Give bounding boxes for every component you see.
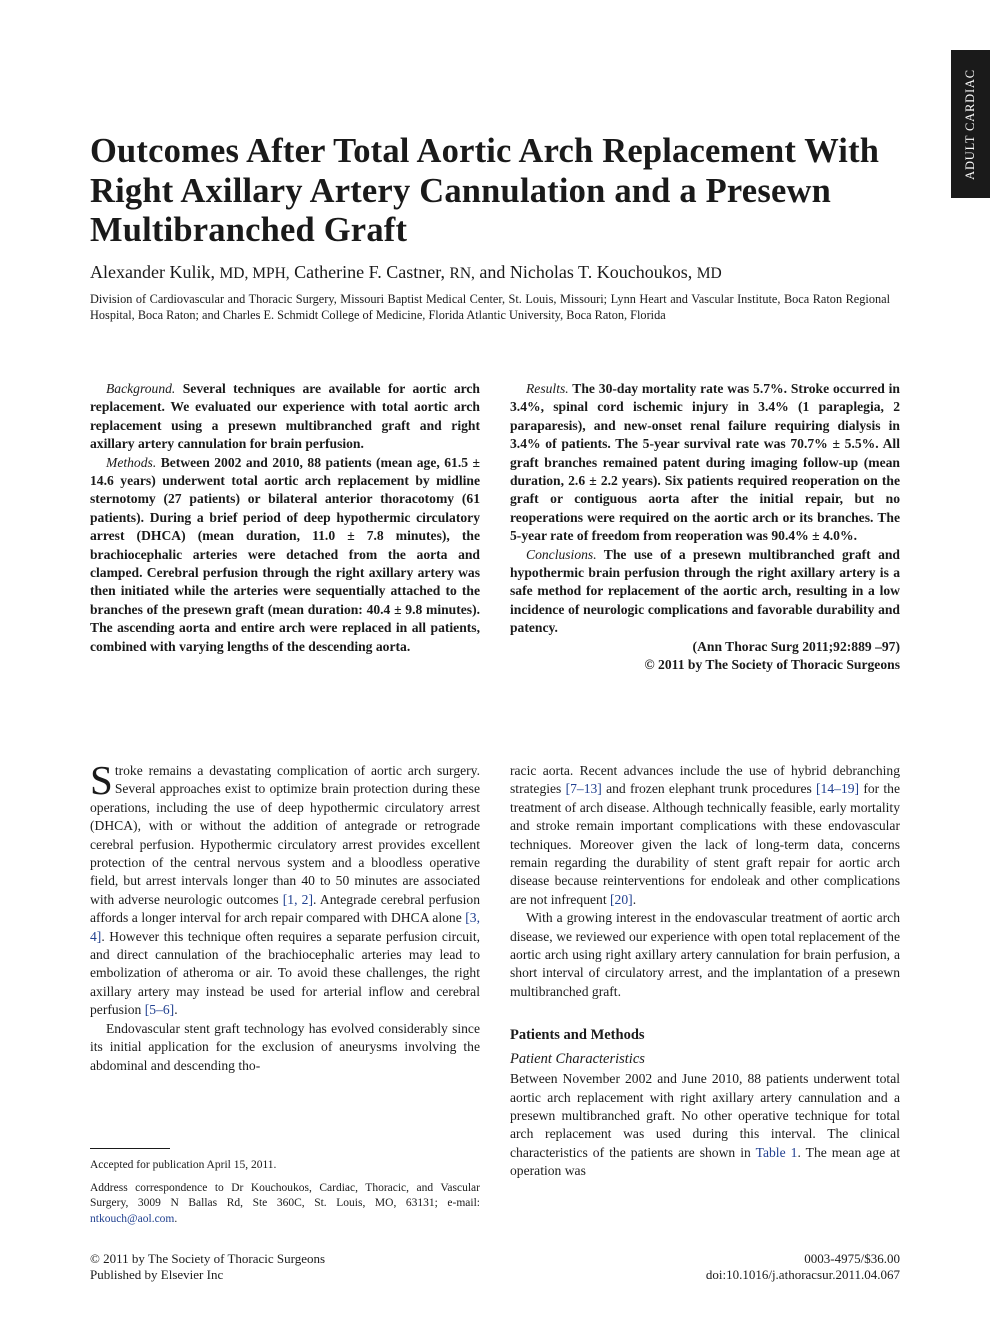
reference-link[interactable]: [14–19] (816, 781, 860, 797)
footer-publisher: Published by Elsevier Inc (90, 1266, 224, 1282)
body-column-right (510, 762, 900, 1181)
footnote-correspondence (90, 1181, 480, 1227)
reference-link[interactable]: [7–13] (565, 781, 602, 797)
abstract-copyright: © 2011 by The Society of Thoracic Surgeons (644, 657, 900, 673)
section-tab-label: ADULT CARDIAC (963, 68, 978, 180)
text-run: . (632, 891, 637, 907)
text-run: Address correspondence to Dr Kouchoukos, Cardiac, Thoracic, and Vascular Surgery, 3009 N Ballas Rd, Ste 360C, St. Louis, MO, 63131; e-mail: (90, 1182, 480, 1210)
text-run: . However this technique often requires a separate perfusion circuit, and direct cannulation of the brachiocephalic arteries may lead to embolization of atheroma or air. To avoid these challenges, the right axillary artery may instead be used for arterial inflow and cerebral perfusion (90, 928, 480, 1018)
abstract-results (510, 380, 900, 546)
body-paragraph (510, 762, 900, 909)
abstract-methods (90, 454, 480, 656)
body-paragraph: With a growing interest in the endovascular treatment of aortic arch disease, we reviewed our experience with open total replacement of the aortic arch using right axillary artery cannulation for brain perfusion, a short interval of circulatory arrest, and the implantation of a presewn multibranched graft. (510, 910, 900, 999)
footer-copyright: © 2011 by The Society of Thoracic Surgeons (90, 1251, 326, 1266)
section-heading: Patients and Methods (510, 1027, 645, 1044)
text-run: and frozen elephant trunk procedures (606, 781, 812, 797)
abstract-left (90, 380, 480, 656)
email-link[interactable]: ntkouch@aol.com (90, 1212, 175, 1225)
reference-link[interactable]: [20] (610, 891, 633, 907)
subsection-heading: Patient Characteristics (510, 1050, 645, 1067)
author-name: and Nicholas T. Kouchoukos, (479, 262, 693, 282)
author-name: Catherine F. Castner, (294, 262, 445, 282)
footer-right (706, 1251, 900, 1282)
text-run: for the treatment of arch disease. Although technically feasible, early mortality and stroke remain important complications with these endovascular techniques. Moreover given the lack of long-term data, concerns remain regarding the durability of stent graft repair for aortic arch disease because reinterventions for endoleak and other complications are not infrequent (510, 781, 901, 907)
body-paragraph (90, 757, 480, 1020)
methods-text: Between 2002 and 2010, 88 patients (mean age, 61.5 ± 14.6 years) underwent total aortic arch replacement by midline sternotomy (27 patients) or bilateral anterior thoracotomy (61 patients). During a brief period of deep hypothermic circulatory arrest (DHCA) (mean duration, 11.0 ± 7.8 minutes), the brachiocephalic arteries were detached from the aorta and clamped. Cerebral perfusion through the right axillary artery was then initiated while the arteries were sequentially attached to the branches of the presewn graft (mean duration: 40.4 ± 9.8 minutes). The ascending aorta and entire arch were replaced in all patients, combined with varying lengths of the descending aorta. (90, 454, 480, 654)
conclusions-text: The use of a presewn multibranched graft and hypothermic brain perfusion through the right axillary artery is a safe method for replacement of the aortic arch, resulting in a low incidence of neurologic complications and favorable durability and patency. (510, 546, 900, 636)
text-run: . (174, 1212, 178, 1225)
text-run: Between November 2002 and June 2010, 88 patients underwent total aortic arch replacement with right axillary artery cannulation and a presewn multibranched graft. No other operative technique for total arch replacement was used during this interval. The clinical characteristics of the patients are shown in (510, 1071, 900, 1160)
drop-cap: S (90, 757, 113, 803)
conclusions-label: Conclusions. (526, 546, 597, 562)
body-column-left (90, 757, 480, 1075)
footer-left (90, 1251, 325, 1282)
article-title: Outcomes After Total Aortic Arch Replacement With Right Axillary Artery Cannulation and a Presewn Multibranched Graft (90, 132, 880, 249)
text-run: troke remains a devastating complication of aortic arch surgery. Several approaches exist to optimize brain protection during these operations, including the use of deep hypothermic circulatory arrest (DHCA), with or without the addition of antegrade or retrograde cerebral perfusion. Hypothermic circulatory arrest provides excellent protection of the central nervous system and a bloodless operative field, but arrest intervals longer than 40 to 50 minutes are associated with adverse neurologic outcomes (90, 763, 480, 907)
footnote-accepted: Accepted for publication April 15, 2011. (90, 1159, 277, 1171)
text-run: . The mean age at operation was (510, 1144, 900, 1179)
reference-link[interactable]: [5–6] (144, 1002, 175, 1018)
abstract-conclusions (510, 546, 900, 638)
body-paragraph: Endovascular stent graft technology has evolved considerably since its initial application for the exclusion of aneurysms involving the abdominal and descending tho- (90, 1020, 480, 1073)
footer-doi: doi:10.1016/j.athoracsur.2011.04.067 (705, 1266, 900, 1282)
author-list (90, 260, 930, 286)
background-text: Several techniques are available for aortic arch replacement. We evaluated our experience with total aortic arch replacement using a presewn multibranched graft and right axillary artery cannulation for brain perfusion. (90, 381, 480, 452)
reference-link[interactable]: [3, 4] (90, 910, 480, 944)
footnote-rule (90, 1148, 170, 1149)
text-run: racic aorta. Recent advances include the use of hybrid debranching strategies (510, 763, 900, 797)
results-text: The 30-day mortality rate was 5.7%. Stroke occurred in 3.4%, spinal cord ischemic injury in 3.4% (1 paraplegia, 2 paraparesis), and new-onset renal failure requiring dialysis in 3.4% of patients. The 5-year survival rate was 70.7% ± 5.5%. All graft branches remained patent during imaging follow-up (mean duration, 2.6 ± 2.2 years). Six patients required reoperation on the graft or contiguous aorta after the initial repair, but no reoperations were required on the aortic arch or its branches. The 5-year rate of freedom from reoperation was 90.4% ± 4.0%. (510, 381, 900, 544)
body-paragraph (510, 1070, 900, 1180)
methods-label: Methods. (106, 454, 157, 470)
author-degrees: RN, (449, 265, 475, 282)
results-label: Results. (526, 381, 569, 396)
footer-issn: 0003-4975/$36.00 (804, 1251, 900, 1266)
author-degrees: MD, MPH, (219, 265, 290, 282)
author-name: Alexander Kulik, (90, 262, 215, 282)
affiliation: Division of Cardiovascular and Thoracic Surgery, Missouri Baptist Medical Center, St. Louis, Missouri; Lynn Heart and Vascular Institute, Boca Raton Regional Hospital, Boca Raton; and Charles E. Schmidt College of Medicine, Florida Atlantic University, Boca Raton, Florida (90, 292, 890, 322)
table-link[interactable]: Table 1 (755, 1144, 798, 1160)
author-degrees: MD (696, 265, 722, 282)
background-label: Background. (106, 381, 176, 396)
abstract-background (90, 380, 480, 454)
reference-link[interactable]: [1, 2] (282, 891, 314, 907)
text-run: . (174, 1002, 178, 1018)
section-tab (951, 50, 990, 198)
journal-citation: (Ann Thorac Surg 2011;92:889 –97) (692, 638, 900, 654)
abstract-right (510, 380, 900, 675)
text-run: . Antegrade cerebral perfusion affords a longer interval for arch repair compared with DHCA alone (90, 891, 480, 926)
